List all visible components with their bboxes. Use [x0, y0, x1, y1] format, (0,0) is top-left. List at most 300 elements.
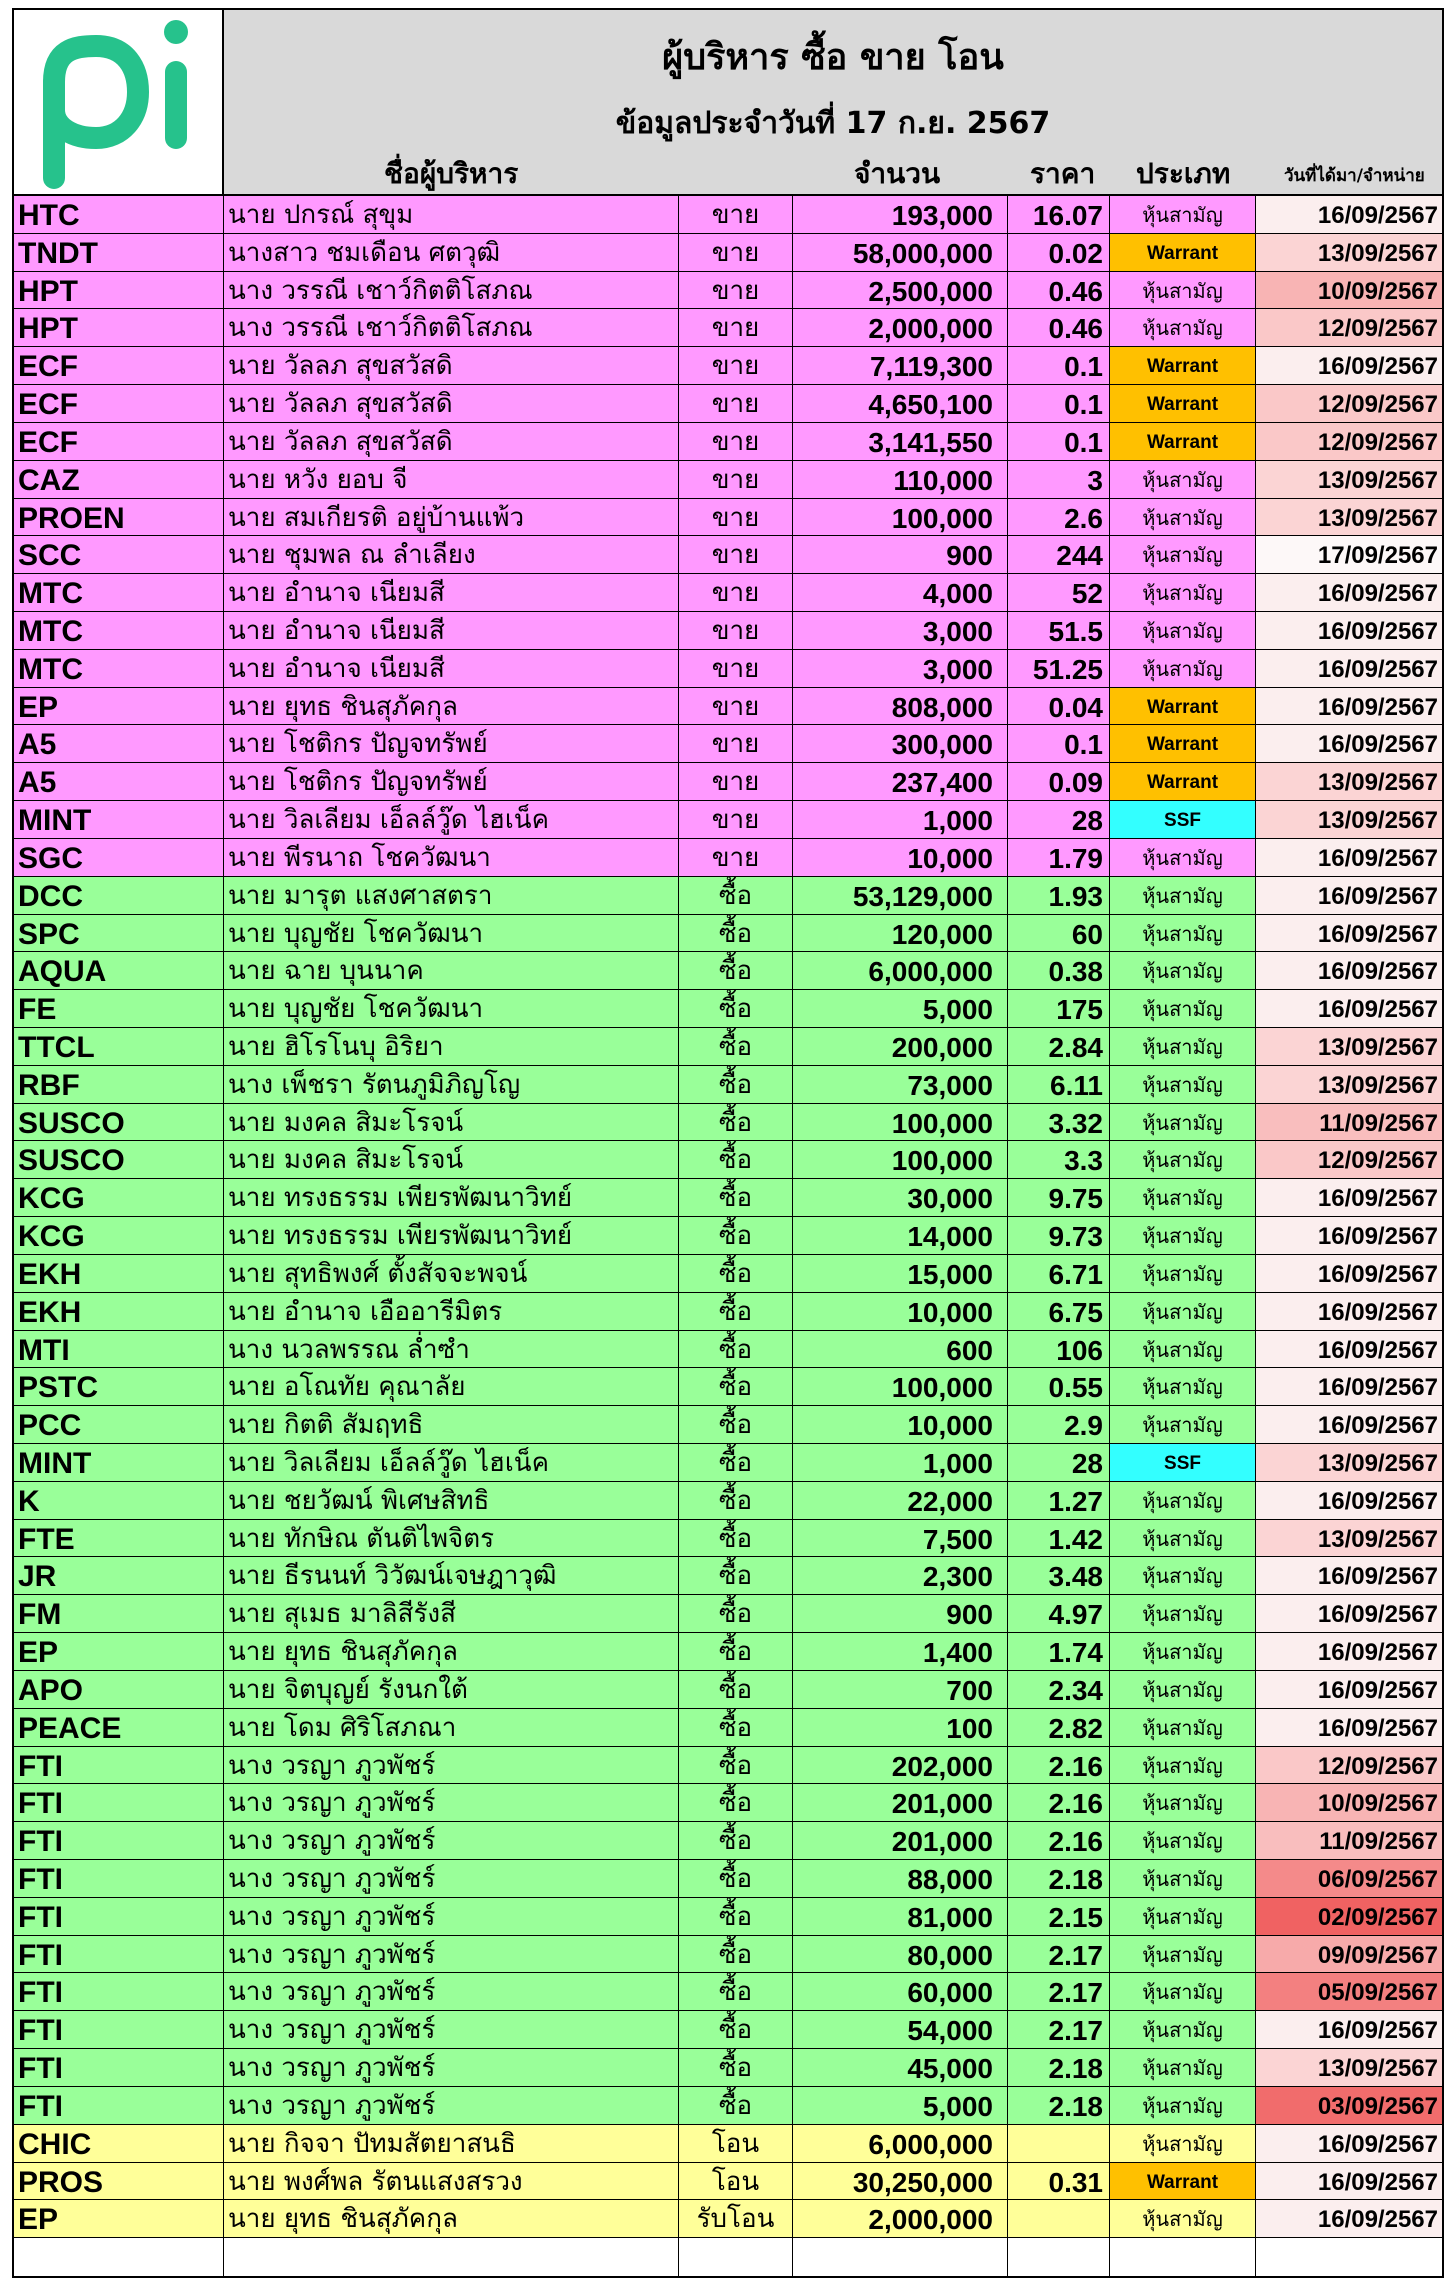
table-row — [14, 1255, 1442, 1293]
table-row — [14, 839, 1442, 877]
column-header-date: วันที่ได้มา/จำหน่าย — [1284, 166, 1425, 186]
column-header-amount: จำนวน — [854, 157, 941, 190]
table-row — [14, 915, 1442, 953]
symbol-cell: CHIC — [14, 2125, 224, 2162]
action-cell: ขาย — [679, 385, 793, 422]
executive-name-cell: นาง วรญา ภูวพัชร์ — [224, 1898, 679, 1935]
table-row — [14, 990, 1442, 1028]
date-cell: 12/09/2567 — [1256, 385, 1442, 422]
action-cell: ขาย — [679, 272, 793, 309]
executive-name-cell: นาย วิลเลียม เอ็ลล์วู๊ด ไฮเน็ค — [224, 801, 679, 838]
action-cell: ขาย — [679, 536, 793, 573]
price-cell: 244 — [1008, 536, 1110, 573]
action-cell: โอน — [679, 2163, 793, 2200]
amount-cell: 237,400 — [793, 763, 1008, 800]
security-type-cell: หุ้นสามัญ — [1110, 915, 1256, 952]
symbol-cell: MTC — [14, 574, 224, 611]
security-type-cell: หุ้นสามัญ — [1110, 1860, 1256, 1897]
table-row — [14, 234, 1442, 272]
table-row — [14, 1444, 1442, 1482]
executive-name-cell: นาย ยุทธ ชินสุภัคกุล — [224, 1633, 679, 1670]
executive-name-cell: นาง วรญา ภูวพัชร์ — [224, 1860, 679, 1897]
amount-cell: 110,000 — [793, 461, 1008, 498]
executive-name-cell: นาง วรญา ภูวพัชร์ — [224, 2011, 679, 2048]
date-cell: 16/09/2567 — [1256, 877, 1442, 914]
executive-name-cell: นาย บุญชัย โชควัฒนา — [224, 915, 679, 952]
symbol-cell: KCG — [14, 1179, 224, 1216]
price-cell: 16.07 — [1008, 196, 1110, 233]
price-cell: 0.1 — [1008, 725, 1110, 762]
date-cell: 13/09/2567 — [1256, 461, 1442, 498]
price-cell: 1.93 — [1008, 877, 1110, 914]
security-type-cell: หุ้นสามัญ — [1110, 990, 1256, 1027]
action-cell: ซื้อ — [679, 1671, 793, 1708]
executive-name-cell: นาย มงคล สิมะโรจน์ — [224, 1104, 679, 1141]
price-cell: 1.74 — [1008, 1633, 1110, 1670]
action-cell: รับโอน — [679, 2200, 793, 2237]
table-row — [14, 952, 1442, 990]
price-cell: 0.02 — [1008, 234, 1110, 271]
table-row — [14, 1973, 1442, 2011]
security-type-cell: หุ้นสามัญ — [1110, 536, 1256, 573]
date-cell: 10/09/2567 — [1256, 272, 1442, 309]
executive-name-cell: นาย ชยวัฒน์ พิเศษสิทธิ — [224, 1482, 679, 1519]
symbol-cell: AQUA — [14, 952, 224, 989]
symbol-cell: CAZ — [14, 461, 224, 498]
column-header-price: ราคา — [1030, 157, 1096, 190]
price-cell: 0.38 — [1008, 952, 1110, 989]
price-cell: 51.5 — [1008, 612, 1110, 649]
date-cell: 16/09/2567 — [1256, 574, 1442, 611]
security-type-cell: หุ้นสามัญ — [1110, 1141, 1256, 1178]
table-row — [14, 536, 1442, 574]
action-cell: ซื้อ — [679, 1709, 793, 1746]
action-cell: ขาย — [679, 839, 793, 876]
action-cell: ขาย — [679, 574, 793, 611]
table-row — [14, 1936, 1442, 1974]
amount-cell: 200,000 — [793, 1028, 1008, 1065]
symbol-cell: EKH — [14, 1293, 224, 1330]
price-cell: 0.31 — [1008, 2163, 1110, 2200]
table-row — [14, 574, 1442, 612]
date-cell: 16/09/2567 — [1256, 2011, 1442, 2048]
executive-name-cell: นาง วรรณี เชาว์กิตติโสภณ — [224, 309, 679, 346]
logo-cell — [14, 10, 224, 196]
action-cell: ซื้อ — [679, 1368, 793, 1405]
action-cell: ซื้อ — [679, 1293, 793, 1330]
executive-name-cell: นาง วรญา ภูวพัชร์ — [224, 1936, 679, 1973]
amount-cell: 900 — [793, 536, 1008, 573]
executive-name-cell: นาย ทรงธรรม เพียรพัฒนาวิทย์ — [224, 1217, 679, 1254]
table-row — [14, 461, 1442, 499]
executive-name-cell: นาง วรญา ภูวพัชร์ — [224, 1784, 679, 1821]
price-cell: 2.18 — [1008, 2087, 1110, 2124]
amount-cell: 120,000 — [793, 915, 1008, 952]
price-cell: 2.18 — [1008, 1860, 1110, 1897]
date-cell: 12/09/2567 — [1256, 309, 1442, 346]
symbol-cell: PSTC — [14, 1368, 224, 1405]
symbol-cell: FTI — [14, 1822, 224, 1859]
security-type-cell: หุ้นสามัญ — [1110, 2011, 1256, 2048]
date-cell: 13/09/2567 — [1256, 1028, 1442, 1065]
date-cell: 16/09/2567 — [1256, 688, 1442, 725]
table-row — [14, 1633, 1442, 1671]
date-cell: 16/09/2567 — [1256, 612, 1442, 649]
executive-name-cell: นาย วัลลภ สุขสวัสดิ — [224, 385, 679, 422]
table-row — [14, 650, 1442, 688]
price-cell: 2.16 — [1008, 1822, 1110, 1859]
security-type-cell: หุ้นสามัญ — [1110, 877, 1256, 914]
symbol-cell: APO — [14, 1671, 224, 1708]
amount-cell: 100,000 — [793, 1104, 1008, 1141]
date-cell: 10/09/2567 — [1256, 1784, 1442, 1821]
amount-cell: 7,119,300 — [793, 347, 1008, 384]
price-cell: 9.73 — [1008, 1217, 1110, 1254]
table-row — [14, 1331, 1442, 1369]
table-row — [14, 1595, 1442, 1633]
table-row — [14, 688, 1442, 726]
symbol-cell: K — [14, 1482, 224, 1519]
report-title: ผู้บริหาร ซื้อ ขาย โอน — [662, 37, 1004, 78]
table-row — [14, 763, 1442, 801]
symbol-cell: FTI — [14, 1747, 224, 1784]
date-cell: 13/09/2567 — [1256, 1066, 1442, 1103]
symbol-cell: FTE — [14, 1520, 224, 1557]
executive-name-cell: นาย มงคล สิมะโรจน์ — [224, 1141, 679, 1178]
security-type-cell: หุ้นสามัญ — [1110, 952, 1256, 989]
empty-cell — [793, 2238, 1008, 2276]
price-cell: 1.79 — [1008, 839, 1110, 876]
table-row — [14, 1293, 1442, 1331]
security-type-cell: หุ้นสามัญ — [1110, 2125, 1256, 2162]
symbol-cell: ECF — [14, 423, 224, 460]
price-cell: 6.75 — [1008, 1293, 1110, 1330]
symbol-cell: FTI — [14, 1973, 224, 2010]
action-cell: ซื้อ — [679, 990, 793, 1027]
price-cell: 2.16 — [1008, 1784, 1110, 1821]
security-type-cell: หุ้นสามัญ — [1110, 1066, 1256, 1103]
table-row — [14, 2087, 1442, 2125]
price-cell: 52 — [1008, 574, 1110, 611]
executive-name-cell: นาย ฉาย บุนนาค — [224, 952, 679, 989]
date-cell: 16/09/2567 — [1256, 2125, 1442, 2162]
symbol-cell: SCC — [14, 536, 224, 573]
price-cell: 1.27 — [1008, 1482, 1110, 1519]
executive-name-cell: นาง วรญา ภูวพัชร์ — [224, 2049, 679, 2086]
price-cell: 2.17 — [1008, 1936, 1110, 1973]
executive-name-cell: นาย มารุต แสงศาสตรา — [224, 877, 679, 914]
symbol-cell: HTC — [14, 196, 224, 233]
action-cell: ขาย — [679, 499, 793, 536]
action-cell: ซื้อ — [679, 1482, 793, 1519]
date-cell: 16/09/2567 — [1256, 915, 1442, 952]
action-cell: ซื้อ — [679, 2049, 793, 2086]
price-cell: 51.25 — [1008, 650, 1110, 687]
table-row — [14, 385, 1442, 423]
price-cell: 106 — [1008, 1331, 1110, 1368]
security-type-cell: Warrant — [1110, 763, 1256, 800]
action-cell: ขาย — [679, 234, 793, 271]
price-cell: 2.17 — [1008, 2011, 1110, 2048]
empty-cell — [1008, 2238, 1110, 2276]
executive-name-cell: นาย วัลลภ สุขสวัสดิ — [224, 423, 679, 460]
executive-name-cell: นาย พีรนาถ โชควัฒนา — [224, 839, 679, 876]
table-row — [14, 1028, 1442, 1066]
table-row — [14, 2011, 1442, 2049]
security-type-cell: หุ้นสามัญ — [1110, 2087, 1256, 2124]
price-cell: 2.17 — [1008, 1973, 1110, 2010]
security-type-cell: หุ้นสามัญ — [1110, 272, 1256, 309]
action-cell: ขาย — [679, 688, 793, 725]
date-cell: 13/09/2567 — [1256, 234, 1442, 271]
security-type-cell: Warrant — [1110, 725, 1256, 762]
action-cell: ขาย — [679, 725, 793, 762]
date-cell: 13/09/2567 — [1256, 499, 1442, 536]
empty-cell — [679, 2238, 793, 2276]
table-row — [14, 1217, 1442, 1255]
empty-row — [14, 2238, 1442, 2276]
price-cell: 2.9 — [1008, 1406, 1110, 1443]
symbol-cell: HPT — [14, 272, 224, 309]
report-date: ข้อมูลประจำวันที่ 17 ก.ย. 2567 — [615, 106, 1051, 141]
amount-cell: 6,000,000 — [793, 2125, 1008, 2162]
date-cell: 16/09/2567 — [1256, 839, 1442, 876]
column-header-type: ประเภท — [1136, 157, 1231, 190]
symbol-cell: TTCL — [14, 1028, 224, 1065]
security-type-cell: หุ้นสามัญ — [1110, 1368, 1256, 1405]
table-row — [14, 272, 1442, 310]
date-cell: 13/09/2567 — [1256, 1520, 1442, 1557]
price-cell: 4.97 — [1008, 1595, 1110, 1632]
table-row — [14, 2125, 1442, 2163]
security-type-cell: หุ้นสามัญ — [1110, 196, 1256, 233]
security-type-cell: หุ้นสามัญ — [1110, 1482, 1256, 1519]
executive-name-cell: นาง เพ็ชรา รัตนภูมิภิญโญ — [224, 1066, 679, 1103]
table-row — [14, 801, 1442, 839]
executive-name-cell: นาย ธีรนนท์ วิวัฒน์เจษฎาวุฒิ — [224, 1557, 679, 1594]
security-type-cell: หุ้นสามัญ — [1110, 1104, 1256, 1141]
action-cell: ซื้อ — [679, 2087, 793, 2124]
security-type-cell: หุ้นสามัญ — [1110, 839, 1256, 876]
amount-cell: 201,000 — [793, 1822, 1008, 1859]
executive-name-cell: นาย กิตติ สัมฤทธิ — [224, 1406, 679, 1443]
action-cell: ซื้อ — [679, 1179, 793, 1216]
amount-cell: 73,000 — [793, 1066, 1008, 1103]
symbol-cell: MTI — [14, 1331, 224, 1368]
table-row — [14, 1557, 1442, 1595]
executive-name-cell: นาย หวัง ยอบ จี — [224, 461, 679, 498]
price-cell: 0.1 — [1008, 347, 1110, 384]
executive-name-cell: นาง วรญา ภูวพัชร์ — [224, 2087, 679, 2124]
executive-name-cell: นาย ชุมพล ณ ลำเลียง — [224, 536, 679, 573]
date-cell: 12/09/2567 — [1256, 1747, 1442, 1784]
table-row — [14, 423, 1442, 461]
executive-name-cell: นาย อำนาจ เนียมสี — [224, 612, 679, 649]
column-header-name: ชื่อผู้บริหาร — [384, 157, 519, 190]
action-cell: โอน — [679, 2125, 793, 2162]
amount-cell: 100,000 — [793, 1368, 1008, 1405]
action-cell: ซื้อ — [679, 1747, 793, 1784]
symbol-cell: MTC — [14, 650, 224, 687]
amount-cell: 2,500,000 — [793, 272, 1008, 309]
table-row — [14, 2163, 1442, 2201]
table-row — [14, 1822, 1442, 1860]
action-cell: ขาย — [679, 309, 793, 346]
date-cell: 16/09/2567 — [1256, 1595, 1442, 1632]
amount-cell: 30,250,000 — [793, 2163, 1008, 2200]
symbol-cell: FTI — [14, 1898, 224, 1935]
action-cell: ซื้อ — [679, 1557, 793, 1594]
executive-name-cell: นาง นวลพรรณ ล่ำซำ — [224, 1331, 679, 1368]
security-type-cell: หุ้นสามัญ — [1110, 2200, 1256, 2237]
symbol-cell: FTI — [14, 2087, 224, 2124]
action-cell: ซื้อ — [679, 1936, 793, 1973]
symbol-cell: FE — [14, 990, 224, 1027]
amount-cell: 100,000 — [793, 1141, 1008, 1178]
table-row — [14, 1141, 1442, 1179]
action-cell: ซื้อ — [679, 1633, 793, 1670]
table-row — [14, 1860, 1442, 1898]
executive-name-cell: นางสาว ชมเดือน ศตวุฒิ — [224, 234, 679, 271]
executive-name-cell: นาย อำนาจ เนียมสี — [224, 650, 679, 687]
table-row — [14, 196, 1442, 234]
amount-cell: 5,000 — [793, 2087, 1008, 2124]
amount-cell: 600 — [793, 1331, 1008, 1368]
price-cell: 3.48 — [1008, 1557, 1110, 1594]
security-type-cell: SSF — [1110, 801, 1256, 838]
date-cell: 16/09/2567 — [1256, 196, 1442, 233]
executive-name-cell: นาย สุเมธ มาลิสีรังสี — [224, 1595, 679, 1632]
security-type-cell: หุ้นสามัญ — [1110, 2049, 1256, 2086]
price-cell: 2.6 — [1008, 499, 1110, 536]
date-cell: 13/09/2567 — [1256, 2049, 1442, 2086]
amount-cell: 30,000 — [793, 1179, 1008, 1216]
symbol-cell: SUSCO — [14, 1141, 224, 1178]
date-cell: 16/09/2567 — [1256, 347, 1442, 384]
date-cell: 16/09/2567 — [1256, 1557, 1442, 1594]
amount-cell: 6,000,000 — [793, 952, 1008, 989]
price-cell — [1008, 2200, 1110, 2237]
table-row — [14, 499, 1442, 537]
amount-cell: 700 — [793, 1671, 1008, 1708]
date-cell: 13/09/2567 — [1256, 1444, 1442, 1481]
action-cell: ขาย — [679, 461, 793, 498]
amount-cell: 80,000 — [793, 1936, 1008, 1973]
action-cell: ซื้อ — [679, 1028, 793, 1065]
date-cell: 13/09/2567 — [1256, 763, 1442, 800]
security-type-cell: หุ้นสามัญ — [1110, 1671, 1256, 1708]
amount-cell: 53,129,000 — [793, 877, 1008, 914]
security-type-cell: Warrant — [1110, 385, 1256, 422]
table-row — [14, 309, 1442, 347]
security-type-cell: Warrant — [1110, 688, 1256, 725]
security-type-cell: หุ้นสามัญ — [1110, 1255, 1256, 1292]
security-type-cell: Warrant — [1110, 423, 1256, 460]
amount-cell: 1,000 — [793, 801, 1008, 838]
action-cell: ซื้อ — [679, 1255, 793, 1292]
price-cell: 2.34 — [1008, 1671, 1110, 1708]
symbol-cell: FTI — [14, 2049, 224, 2086]
security-type-cell: หุ้นสามัญ — [1110, 461, 1256, 498]
security-type-cell: หุ้นสามัญ — [1110, 1973, 1256, 2010]
amount-cell: 100,000 — [793, 499, 1008, 536]
date-cell: 06/09/2567 — [1256, 1860, 1442, 1897]
amount-cell: 300,000 — [793, 725, 1008, 762]
amount-cell: 202,000 — [793, 1747, 1008, 1784]
symbol-cell: SPC — [14, 915, 224, 952]
amount-cell: 900 — [793, 1595, 1008, 1632]
symbol-cell: DCC — [14, 877, 224, 914]
amount-cell: 5,000 — [793, 990, 1008, 1027]
price-cell: 0.09 — [1008, 763, 1110, 800]
executive-name-cell: นาย โดม ศิริโสภณา — [224, 1709, 679, 1746]
security-type-cell: หุ้นสามัญ — [1110, 1406, 1256, 1443]
amount-cell: 88,000 — [793, 1860, 1008, 1897]
symbol-cell: TNDT — [14, 234, 224, 271]
executive-name-cell: นาย จิตบุญย์ รังนกใต้ — [224, 1671, 679, 1708]
table-row — [14, 1520, 1442, 1558]
executive-name-cell: นาย กิจจา ปัทมสัตยาสนธิ — [224, 2125, 679, 2162]
date-cell: 13/09/2567 — [1256, 801, 1442, 838]
date-cell: 16/09/2567 — [1256, 1633, 1442, 1670]
executive-name-cell: นาย ยุทธ ชินสุภัคกุล — [224, 688, 679, 725]
pi-logo-icon — [14, 10, 220, 192]
security-type-cell: หุ้นสามัญ — [1110, 1822, 1256, 1859]
security-type-cell: หุ้นสามัญ — [1110, 1293, 1256, 1330]
executive-name-cell: นาย โชติกร ปัญจทรัพย์ — [224, 763, 679, 800]
security-type-cell: หุ้นสามัญ — [1110, 1331, 1256, 1368]
amount-cell: 7,500 — [793, 1520, 1008, 1557]
date-cell: 16/09/2567 — [1256, 1293, 1442, 1330]
action-cell: ซื้อ — [679, 877, 793, 914]
symbol-cell: SGC — [14, 839, 224, 876]
action-cell: ขาย — [679, 423, 793, 460]
price-cell: 0.1 — [1008, 423, 1110, 460]
date-cell: 16/09/2567 — [1256, 1709, 1442, 1746]
table-row — [14, 2049, 1442, 2087]
security-type-cell: หุ้นสามัญ — [1110, 1217, 1256, 1254]
amount-cell: 10,000 — [793, 839, 1008, 876]
symbol-cell: MINT — [14, 801, 224, 838]
date-cell: 17/09/2567 — [1256, 536, 1442, 573]
action-cell: ซื้อ — [679, 1217, 793, 1254]
table-row — [14, 1747, 1442, 1785]
price-cell — [1008, 2125, 1110, 2162]
executive-name-cell: นาย พงศ์พล รัตนแสงสรวง — [224, 2163, 679, 2200]
date-cell: 16/09/2567 — [1256, 1179, 1442, 1216]
table-row — [14, 347, 1442, 385]
amount-cell: 2,000,000 — [793, 309, 1008, 346]
action-cell: ซื้อ — [679, 1595, 793, 1632]
security-type-cell: หุ้นสามัญ — [1110, 1633, 1256, 1670]
executive-name-cell: นาย บุญชัย โชควัฒนา — [224, 990, 679, 1027]
action-cell: ซื้อ — [679, 1822, 793, 1859]
date-cell: 09/09/2567 — [1256, 1936, 1442, 1973]
date-cell: 05/09/2567 — [1256, 1973, 1442, 2010]
executive-name-cell: นาย ปกรณ์ สุขุม — [224, 196, 679, 233]
table-row — [14, 1784, 1442, 1822]
symbol-cell: PROS — [14, 2163, 224, 2200]
symbol-cell: KCG — [14, 1217, 224, 1254]
action-cell: ขาย — [679, 196, 793, 233]
date-cell: 16/09/2567 — [1256, 952, 1442, 989]
amount-cell: 4,000 — [793, 574, 1008, 611]
symbol-cell: MTC — [14, 612, 224, 649]
security-type-cell: Warrant — [1110, 234, 1256, 271]
action-cell: ขาย — [679, 801, 793, 838]
action-cell: ขาย — [679, 612, 793, 649]
executive-name-cell: นาง วรญา ภูวพัชร์ — [224, 1747, 679, 1784]
